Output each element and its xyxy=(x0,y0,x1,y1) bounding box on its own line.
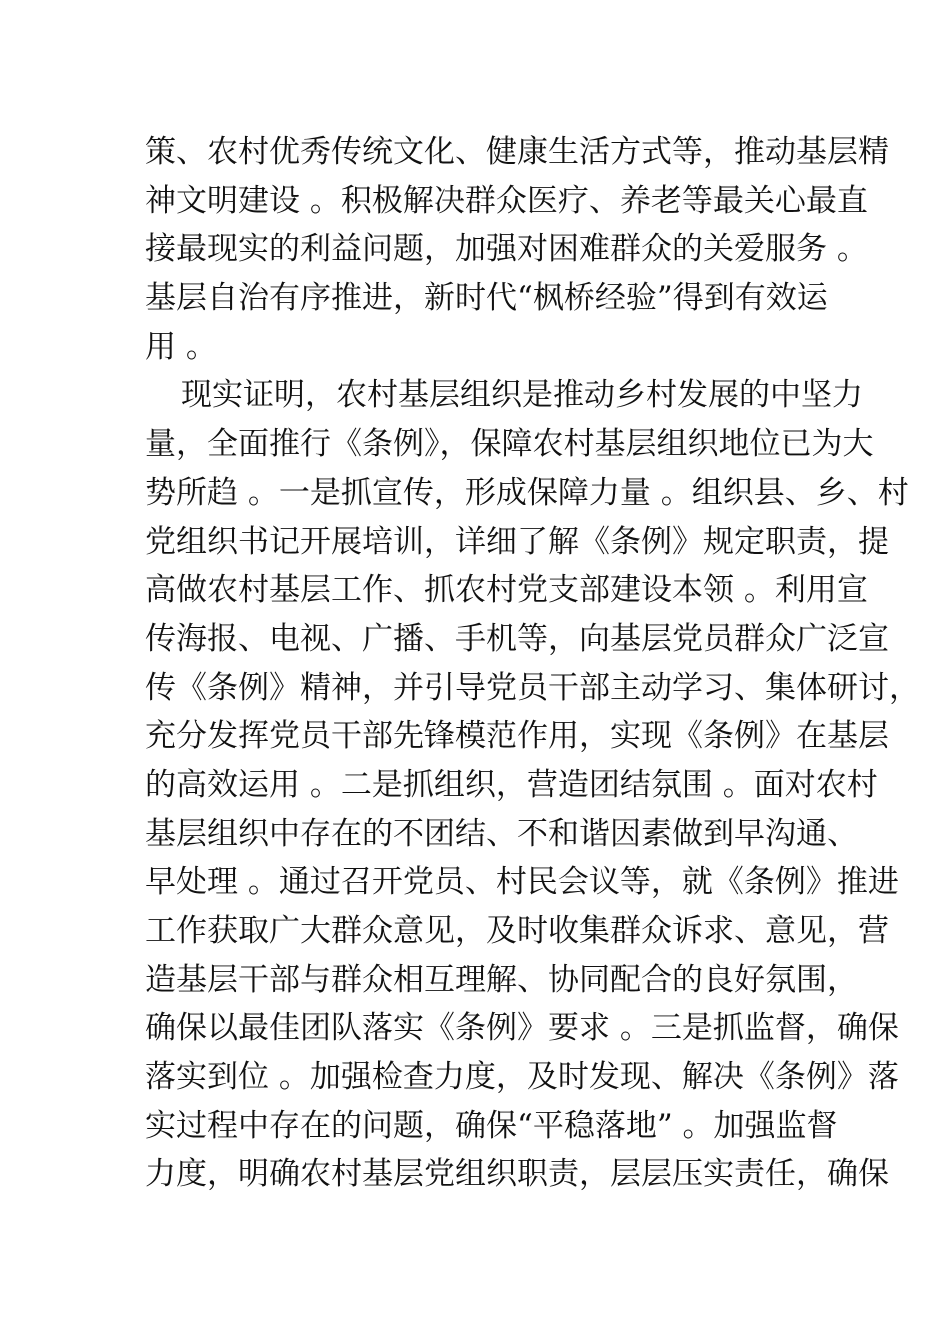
paragraph-first-line: 现实证明，农村基层组织是推动乡村发展的中坚力 xyxy=(181,377,863,414)
text-line: 传海报、电视、广播、手机等，向基层党员群众广泛宣 xyxy=(145,620,889,657)
text-line: 策、农村优秀传统文化、健康生活方式等，推动基层精 xyxy=(145,134,889,170)
text-line: 量，全面推行《条例》，保障农村基层组织地位已为大 xyxy=(145,426,874,463)
text-line: 落实到位 。加强检查力度，及时发现、解决《条例》落 xyxy=(145,1059,899,1096)
text-line: 力度，明确农村基层党组织职责，层层压实责任，确保 xyxy=(145,1156,889,1193)
text-line: 势所趋 。一是抓宣传，形成保障力量 。组织县、乡、村 xyxy=(145,474,909,511)
text-line: 造基层干部与群众相互理解、协同配合的良好氛围， xyxy=(145,961,858,998)
text-line: 工作获取广大群众意见，及时收集群众诉求、意见，营 xyxy=(145,913,889,949)
text-line: 充分发挥党员干部先锋模范作用，实现《条例》在基层 xyxy=(145,718,889,755)
text-line: 党组织书记开展培训，详细了解《条例》规定职责，提 xyxy=(145,523,889,560)
text-line: 接最现实的利益问题，加强对困难群众的关爱服务 。 xyxy=(145,231,868,268)
body-text xyxy=(145,128,920,1199)
text-line: 的高效运用 。二是抓组织，营造团结氛围 。面对农村 xyxy=(145,766,878,803)
text-line: 高做农村基层工作、抓农村党支部建设本领 。利用宣 xyxy=(145,572,868,609)
text-line: 确保以最佳团队落实《条例》要求 。三是抓监督，确保 xyxy=(145,1010,899,1047)
text-line: 用 。 xyxy=(145,328,217,365)
text-line: 基层组织中存在的不团结、不和谐因素做到早沟通、 xyxy=(145,815,858,852)
text-line: 实过程中存在的问题，确保“平稳落地” 。加强监督 xyxy=(145,1107,838,1144)
text-line: 传《条例》精神，并引导党员干部主动学习、集体研讨， xyxy=(145,669,920,706)
text-line: 神文明建设 。积极解决群众医疗、养老等最关心最直 xyxy=(145,182,868,219)
text-line: 基层自治有序推进，新时代“枫桥经验”得到有效运 xyxy=(145,280,828,317)
text-line: 早处理 。通过召开党员、村民会议等，就《条例》推进 xyxy=(145,864,899,901)
